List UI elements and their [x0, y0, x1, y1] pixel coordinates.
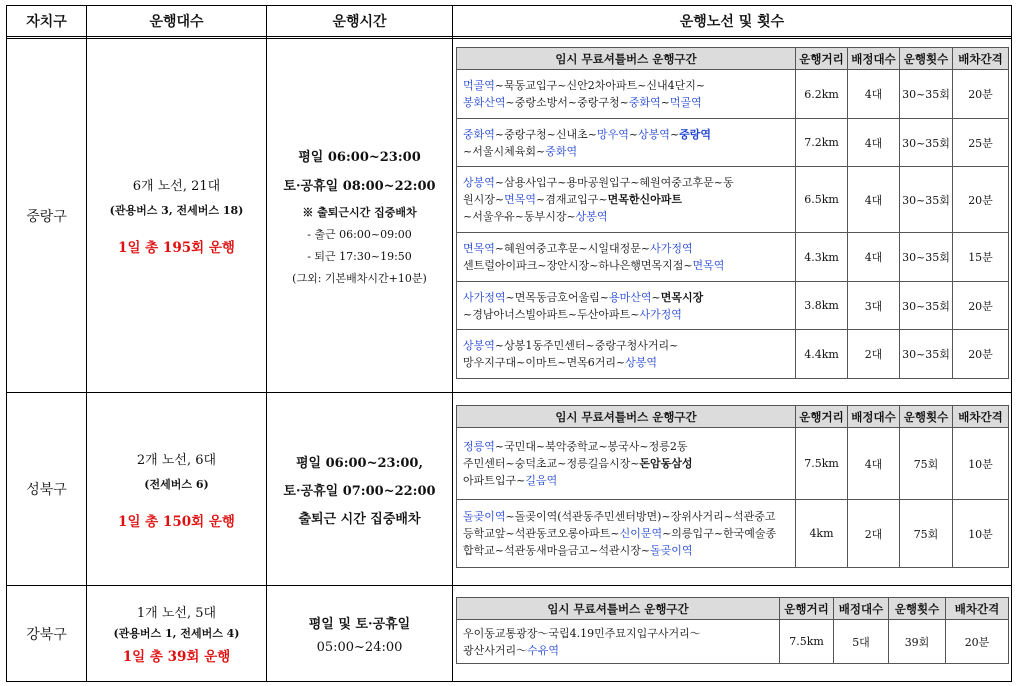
route-description — [457, 70, 796, 119]
station-name: 상봉역 — [463, 176, 495, 189]
station-name: 먹골역 — [669, 96, 702, 109]
vehicles-cell — [87, 586, 266, 681]
station-name: 수유역 — [527, 643, 560, 657]
route-line — [463, 143, 789, 160]
route-description — [457, 282, 796, 330]
col-trips: 운행횟수 — [900, 48, 953, 70]
route-line — [463, 455, 789, 472]
col-section: 임시 무료셔틀버스 운행구간 — [457, 406, 796, 428]
station-name: 용마산역 — [608, 290, 652, 304]
header-hours: 운행시간 — [267, 6, 452, 36]
weekend-hours: 토·공휴일 08:00~22:00 — [283, 178, 436, 194]
station-name: 상봉역 — [463, 339, 495, 352]
weekday-weekend-hours: 평일 및 토·공휴일 — [308, 616, 411, 632]
route-segment: ~겸재교입구~ — [536, 193, 608, 206]
vehicles-summary: 2개 노선, 6대 — [136, 452, 217, 468]
daily-total: 1일 총 150회 운행 — [118, 513, 235, 530]
trips-value: 30~35회 — [900, 167, 953, 233]
col-distance: 운행거리 — [780, 598, 834, 620]
distance-value: 6.5km — [796, 167, 848, 233]
buses-value: 2대 — [848, 500, 900, 568]
route-row — [457, 330, 1009, 379]
route-segment: 광산사거리～ — [463, 643, 528, 657]
rush-title: ※ 출퇴근시간 집중배차 — [302, 205, 417, 219]
distance-value: 7.5km — [796, 428, 848, 500]
route-segment: ~상봉1동주민센터~중랑구청사거리~ — [494, 339, 679, 352]
route-row — [457, 282, 1009, 330]
route-segment: 주민센터~숭덕초교~정릉길음시장~ — [463, 457, 640, 470]
route-row — [457, 428, 1009, 500]
station-name: 돌곶이역 — [463, 510, 506, 523]
distance-value: 4.3km — [796, 233, 848, 282]
interval-value: 20분 — [953, 167, 1009, 233]
buses-value: 4대 — [848, 167, 900, 233]
route-segment: ~ — [660, 96, 670, 109]
route-row — [457, 70, 1009, 119]
vehicles-detail: (전세버스 6) — [144, 477, 209, 491]
route-segment: ~혜원여중고후문~시일대정문~ — [494, 242, 651, 255]
route-segment: 센트럴아이파크~장안시장~하나은행면목지점~ — [463, 259, 693, 272]
station-name: 사가정역 — [463, 290, 506, 304]
trips-value: 30~35회 — [900, 119, 953, 167]
col-distance: 운행거리 — [796, 406, 848, 428]
station-name: 사가정역 — [639, 307, 682, 321]
route-row — [457, 620, 1009, 664]
route-segment: 아파트입구~ — [463, 474, 526, 487]
interval-value: 20분 — [953, 282, 1009, 330]
route-segment: 우이동교통광장～국립4.19민주묘지입구사거리～ — [463, 626, 701, 640]
buses-value: 4대 — [848, 70, 900, 119]
route-description — [457, 233, 796, 282]
route-line — [463, 77, 789, 94]
hours-cell — [267, 393, 452, 585]
weekend-hours: 토·공휴일 07:00~22:00 — [283, 483, 436, 499]
col-buses: 배정대수 — [848, 48, 900, 70]
route-line — [463, 337, 789, 354]
station-name: 중화역 — [628, 96, 661, 109]
distance-value: 3.8km — [796, 282, 848, 330]
route-segment: ~돌곶이역(석관동주민센터방면)~장위사거리~석관중고 — [505, 510, 776, 523]
interval-value: 25분 — [953, 119, 1009, 167]
distance-value: 7.2km — [796, 119, 848, 167]
route-segment: ~면목동금호어울림~ — [505, 290, 609, 304]
vehicles-cell — [87, 39, 266, 392]
station-name: 사가정역 — [650, 242, 693, 255]
route-line — [463, 94, 789, 111]
route-segment: ~서울우유~동부시장~ — [463, 210, 576, 223]
route-segment: 합학교~석관동새마을금고~석관시장~ — [463, 544, 651, 557]
buses-value: 4대 — [848, 233, 900, 282]
route-line — [463, 126, 789, 143]
route-segment: ~ — [651, 290, 661, 304]
buses-value: 4대 — [848, 119, 900, 167]
col-trips: 운행횟수 — [900, 406, 953, 428]
station-name: 봉화산역 — [463, 96, 506, 109]
route-line — [463, 472, 789, 489]
trips-value: 30~35회 — [900, 282, 953, 330]
station-name: 망우역 — [596, 127, 629, 141]
rush-pm: - 퇴근 17:30~19:50 — [307, 249, 412, 263]
route-line — [463, 191, 789, 208]
route-description — [457, 167, 796, 233]
hours-range: 05:00~24:00 — [316, 639, 403, 655]
header-routes: 운행노선 및 횟수 — [453, 6, 1011, 36]
col-interval: 배차간격 — [953, 48, 1009, 70]
trips-value: 30~35회 — [900, 70, 953, 119]
route-line — [463, 289, 789, 306]
station-name: 길음역 — [525, 474, 558, 487]
weekday-hours: 평일 06:00~23:00, — [295, 455, 424, 471]
route-segment: ~중랑구청~신내초~ — [494, 127, 597, 141]
route-segment: 원시장~ — [463, 193, 505, 206]
route-line — [463, 642, 773, 659]
interval-value: 20분 — [953, 330, 1009, 379]
station-name: 먹골역 — [463, 79, 495, 92]
route-segment: ~국민대~북악중학교~봉국사~정릉2동 — [494, 440, 688, 453]
route-line — [463, 208, 789, 225]
route-segment: 등학교앞~석관동코오롱아파트~ — [463, 527, 620, 540]
route-segment: ~ — [628, 127, 639, 141]
distance-value: 4.4km — [796, 330, 848, 379]
buses-value: 3대 — [848, 282, 900, 330]
route-line — [463, 508, 789, 525]
station-name: 정릉역 — [463, 440, 495, 453]
route-description — [457, 330, 796, 379]
route-row — [457, 233, 1009, 282]
buses-value: 5대 — [834, 620, 889, 664]
col-interval: 배차간격 — [946, 598, 1009, 620]
trips-value: 75회 — [900, 500, 953, 568]
route-line — [463, 542, 789, 559]
distance-value: 6.2km — [796, 70, 848, 119]
stop-name: 돈암동삼성 — [639, 457, 693, 470]
route-line — [463, 525, 789, 542]
buses-value: 2대 — [848, 330, 900, 379]
hours-cell — [267, 586, 452, 681]
route-description — [457, 119, 796, 167]
route-segment: ~ — [669, 127, 680, 141]
stop-name: 면목시장 — [660, 290, 704, 304]
rush-hours: 출퇴근 시간 집중배차 — [298, 511, 421, 527]
vehicles-detail: (관용버스 3, 전세버스 18) — [109, 204, 244, 217]
route-row — [457, 119, 1009, 167]
col-buses: 배정대수 — [834, 598, 889, 620]
route-row — [457, 167, 1009, 233]
route-segment: ~삼용사입구~용마공원입구~혜원여중고후문~동 — [494, 176, 734, 189]
route-line — [463, 438, 789, 455]
station-name: 상봉역 — [638, 127, 670, 141]
stop-name: 면목한신아파트 — [607, 193, 682, 206]
daily-total: 1일 총 39회 운행 — [122, 649, 231, 665]
interval-value: 15분 — [953, 233, 1009, 282]
col-section: 임시 무료셔틀버스 운행구간 — [457, 598, 780, 620]
route-segment: ~서울시체육회~ — [463, 144, 546, 158]
col-interval: 배차간격 — [953, 406, 1009, 428]
trips-value: 30~35회 — [900, 233, 953, 282]
distance-value: 4km — [796, 500, 848, 568]
route-table — [456, 597, 1009, 664]
route-segment: 망우지구대~이마트~면목6거리~ — [463, 356, 626, 369]
station-name: 신이문역 — [619, 527, 663, 540]
station-name: 상봉역 — [625, 356, 658, 369]
route-segment: ~중랑소방서~중랑구청~ — [505, 96, 629, 109]
route-table — [456, 405, 1009, 568]
interval-value: 20분 — [946, 620, 1009, 664]
vehicles-cell — [87, 393, 266, 585]
interval-value: 20분 — [953, 70, 1009, 119]
col-buses: 배정대수 — [848, 406, 900, 428]
header-vehicles: 운행대수 — [87, 6, 266, 36]
trips-value: 75회 — [900, 428, 953, 500]
station-name: 중화역 — [545, 144, 578, 158]
header-district: 자치구 — [7, 6, 86, 36]
route-segment: ~경남아너스빌아파트~두산아파트~ — [463, 307, 640, 321]
buses-value: 4대 — [848, 428, 900, 500]
route-segment: ~의릉입구~한국예술종 — [662, 527, 777, 540]
route-line — [463, 354, 789, 371]
district-name: 성북구 — [26, 482, 67, 498]
route-table — [456, 47, 1009, 379]
route-description — [457, 500, 796, 568]
rush-am: - 출근 06:00~09:00 — [307, 227, 412, 241]
station-name: 면목역 — [504, 193, 536, 206]
trips-value: 30~35회 — [900, 330, 953, 379]
interval-value: 10분 — [953, 428, 1009, 500]
route-row — [457, 500, 1009, 568]
station-name: 돌곶이역 — [650, 544, 693, 557]
route-segment: ~묵동교입구~신안2차아파트~신내4단지~ — [494, 79, 706, 92]
interval-value: 10분 — [953, 500, 1009, 568]
route-line — [463, 306, 789, 323]
vehicles-summary: 1개 노선, 5대 — [136, 606, 217, 621]
station-name: 면목역 — [463, 242, 495, 255]
col-distance: 운행거리 — [796, 48, 848, 70]
route-line — [463, 257, 789, 274]
district-name: 강북구 — [26, 626, 67, 643]
weekday-hours: 평일 06:00~23:00 — [298, 149, 421, 165]
daily-total: 1일 총 195회 운행 — [118, 240, 235, 256]
station-name: 면목역 — [692, 259, 725, 272]
route-line — [463, 174, 789, 191]
station-name: 상봉역 — [575, 210, 608, 223]
route-description — [457, 428, 796, 500]
hours-cell — [267, 39, 452, 392]
col-trips: 운행횟수 — [889, 598, 946, 620]
route-line — [463, 625, 773, 642]
rush-note: (그외: 기본배차시간+10분) — [292, 271, 427, 285]
district-name: 중랑구 — [26, 208, 67, 225]
route-line — [463, 240, 789, 257]
vehicles-detail: (관용버스 1, 전세버스 4) — [113, 627, 240, 640]
vehicles-summary: 6개 노선, 21대 — [132, 179, 221, 194]
distance-value: 7.5km — [780, 620, 834, 664]
trips-value: 39회 — [889, 620, 946, 664]
route-description — [457, 620, 780, 664]
col-section: 임시 무료셔틀버스 운행구간 — [457, 48, 796, 70]
station-name: 중화역 — [463, 127, 495, 141]
station-name: 중랑역 — [679, 127, 712, 141]
